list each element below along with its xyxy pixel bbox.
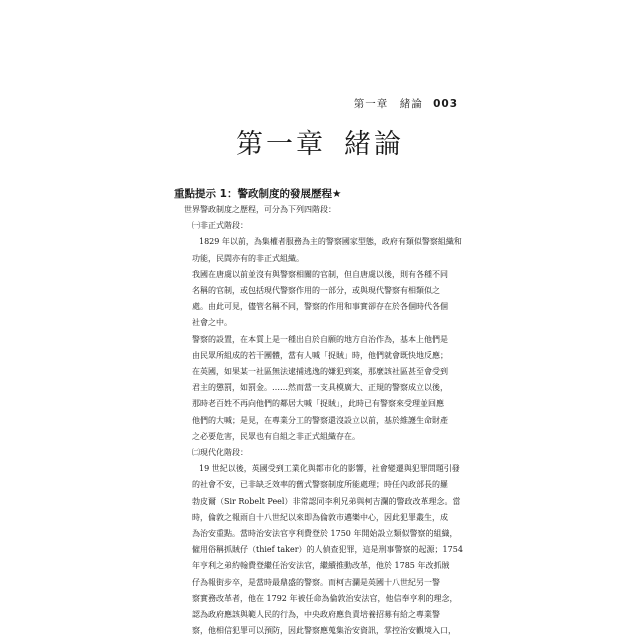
text-line: 警察的設置，在本質上是一種出自於自願的地方自治作為，基本上他們是 (192, 334, 448, 344)
text-line: 勃皮爾（Sir Robelt Peel）非常認同李利兄弟與柯吉瀾的警政改革理念。當 (192, 496, 461, 506)
text-line: 功能，民間亦有的非正式組織。 (192, 253, 304, 263)
key-point-heading: 重點提示 1：警政制度的發展歷程★ (174, 188, 342, 200)
text-line: 在英國，如果某一社區無法逮捕逃逸的嫌犯到案，那麼該社區甚至會受到 (192, 367, 448, 377)
text-line: 1829 年以前，為集權者服務為主的警察國家型態，政府有類似警察組織和 (199, 237, 462, 247)
text-line: 由民眾所組成的若干團體，當有人喊「捉賊」時，他們就會既快地反應； (192, 350, 448, 360)
text-line: 的社會不安，已非缺乏效率的舊式警察制度所能處理；時任內政部長的羅 (192, 480, 448, 490)
text-line: 時，倫敦之報雨自十八世紀以來即為倫敦市邁樂中心，因此犯罪叢生，成 (192, 512, 448, 522)
text-line: 之必要危害，民眾也有自組之非正式組織存在。 (192, 431, 360, 441)
page-body (174, 186, 472, 639)
text-line: 社會之中。 (192, 318, 232, 328)
text-line: 年亨利之弟約翰費登繼任治安法官，繼續推動改革，他於 1785 年改抓賊 (192, 561, 450, 571)
text-line: 察實務改革者，他在 1792 年被任命為倫敦治安法官，他信奉亨利的理念， (192, 593, 458, 603)
text-line: 處。由此可見，儘管名稱不同，警察的作用和事實卻存在於各個時代各個 (192, 302, 448, 312)
text-line: 他們的大喊；是見，在專業分工的警察還沒設立以前，基於維護生命財產 (192, 415, 448, 425)
running-header (354, 96, 458, 111)
text-line: 世界警政制度之歷程，可分為下列四階段： (184, 205, 336, 214)
text-line: ㈡現代化階段： (192, 448, 248, 458)
text-line: 為治安重點。當時治安法官亨利費登於 1750 年開始設立類似警察的組織， (192, 529, 458, 539)
text-line: 僱用俗稱抓賊仔（thief taker）的人偵查犯罪，這是刑事警察的起源；1754 (192, 545, 463, 555)
text-line: 我國在唐虞以前並沒有與警察相關的官制，但自唐虞以後，則有各種不同 (192, 269, 448, 279)
chapter-name: 緒論 (344, 129, 404, 160)
text-line: 19 世紀以後，英國受到工業化與都市化的影響，社會變遷與犯罪問題引發 (199, 464, 460, 474)
text-line: 那時老百姓不再向他們的鄰居大喊「捉賊」，此時已有警察來受理並回應 (192, 399, 444, 409)
text-line: 名稱的官制，或包括現代警察作用的一部分，或與現代警察有相類似之 (192, 286, 440, 296)
text-line: 察，他相信犯罪可以預防，因此警察應蒐集治安資訊，掌控治安觀境入口， (192, 626, 456, 636)
text-line: ㈠非正式階段： (192, 221, 248, 231)
text-line: 君主的懲罰，如罰金。……然而當一支具模廣大、正規的警察成立以後， (192, 383, 448, 393)
page-number: 003 (433, 98, 458, 110)
text-line: 仔為報街步卒，是當時最鼎盛的警察。而柯吉瀾是英國十八世紀另一警 (192, 577, 440, 587)
chapter-number: 第一章 (236, 129, 326, 160)
header-chapter: 第一章 緒論 (353, 98, 423, 110)
body-text (174, 202, 472, 639)
chapter-title (0, 122, 640, 161)
text-line: 認為政府應該與範人民的行為，中央政府應負責培養招募有給之專業警 (192, 610, 440, 620)
